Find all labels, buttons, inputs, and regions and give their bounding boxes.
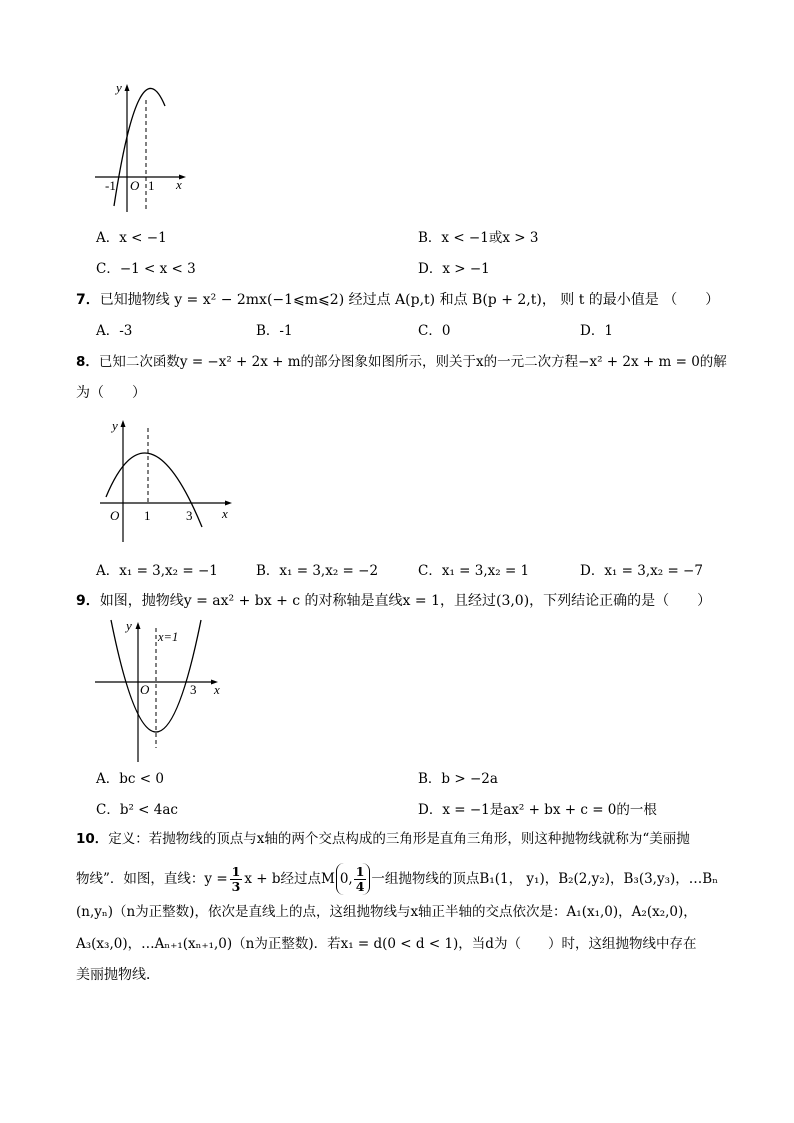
figure-q9-parabola: [90, 614, 230, 764]
fig1-y-label: y: [116, 80, 122, 95]
fig2-y-label: y: [112, 418, 118, 433]
figure-q6-parabola: [90, 78, 200, 218]
q9-number: 9．: [76, 593, 100, 609]
fig1-neg1-label: -1: [105, 178, 116, 193]
q7-stem: [76, 290, 719, 310]
q9-option-b: B．b > −2a: [418, 771, 498, 787]
q8-text-line1: 已知二次函数y = −x² + 2x + m的部分图象如图所示，则关于x的一元二次方程−x² + 2x + m = 0的解: [98, 354, 727, 370]
q7-option-c: C．0: [418, 323, 451, 339]
q9-option-c: C．b² < 4ac: [96, 802, 178, 818]
q10-text-line2c: 一组抛物线的顶点B₁(1， y₁)，B₂(2,y₂)，B₃(3,y₃)，…Bₙ: [371, 871, 719, 887]
q7-option-d: D．1: [580, 323, 613, 339]
q10-point-m-zero: 0,: [339, 871, 353, 887]
q6-option-b: B．x < −1或x > 3: [418, 230, 539, 246]
q8-stem-line1: [76, 352, 727, 372]
q10-frac1-denominator: 3: [231, 878, 241, 894]
fig3-three-label: 3: [190, 682, 197, 697]
q7-text: 已知抛物线 y = x² − 2mx(−1⩽m⩽2) 经过点 A(p,t) 和点 B(p + 2,t)， 则 t 的最小值是 （ ）: [99, 292, 720, 308]
q10-stem-line3: (n,yₙ)（n为正整数)，依次是直线上的点，这组抛物线与x轴正半轴的交点依次是：A₁(x₁,0)，A₂(x₂,0)，: [76, 904, 697, 920]
q8-option-d: D．x₁ = 3,x₂ = −7: [580, 563, 703, 579]
q6-option-d: D．x > −1: [418, 261, 490, 277]
q8-option-a: A．x₁ = 3,x₂ = −1: [96, 563, 218, 579]
q10-stem-line5: 美丽抛物线．: [76, 967, 160, 983]
q9-stem: [76, 591, 711, 611]
q7-option-a: A．-3: [96, 323, 133, 339]
q10-frac2-denominator: 4: [355, 878, 365, 894]
q7-option-b: B．-1: [256, 323, 293, 339]
q10-fraction-one-third: [230, 865, 243, 894]
q8-stem-line2: 为（ ）: [76, 385, 146, 401]
fig1-origin-label: O: [130, 178, 140, 193]
q10-stem-line2: [76, 861, 718, 897]
q8-number: 8．: [76, 354, 99, 370]
fig3-x-label: x: [214, 682, 220, 697]
fig1-one-label: 1: [148, 178, 155, 193]
q10-number: 10．: [76, 831, 109, 847]
fig3-axis-label: x=1: [158, 630, 179, 644]
q6-option-c: C．−1 < x < 3: [96, 261, 196, 277]
fig2-x-label: x: [222, 506, 228, 521]
q10-text-line2b: x + b经过点M: [244, 871, 335, 887]
q10-frac2-numerator: 1: [355, 863, 365, 879]
q9-option-d: D．x = −1是ax² + bx + c = 0的一根: [418, 802, 657, 818]
q9-text: 如图，抛物线y = ax² + bx + c 的对称轴是直线x = 1，且经过(3,0)，下列结论正确的是（ ）: [99, 593, 712, 609]
q6-option-a: A．x < −1: [96, 230, 167, 246]
fig2-one-label: 1: [144, 508, 151, 523]
q10-stem-line4: A₃(x₃,0)，…Aₙ₊₁(xₙ₊₁,0)（n为正整数)．若x₁ = d(0 < d < 1)，当d为（ ）时，这组抛物线中存在: [76, 936, 697, 952]
fig2-origin-label: O: [110, 508, 120, 523]
q7-number: 7．: [76, 292, 100, 308]
q8-option-c: C．x₁ = 3,x₂ = 1: [418, 563, 530, 579]
q10-frac1-numerator: 1: [231, 863, 241, 879]
fig3-origin-label: O: [140, 682, 150, 697]
q10-text-line2a: 物线”．如图，直线：y =: [76, 871, 228, 887]
fig2-three-label: 3: [186, 508, 193, 523]
q10-stem-line1: [76, 829, 690, 849]
fig3-y-label: y: [126, 618, 132, 633]
fig1-x-label: x: [176, 177, 182, 192]
q8-option-b: B．x₁ = 3,x₂ = −2: [256, 563, 379, 579]
q9-option-a: A．bc < 0: [96, 771, 164, 787]
q10-point-m-paren: [336, 863, 371, 895]
figure-q8-parabola: [92, 412, 242, 552]
q10-fraction-one-fourth: [354, 865, 367, 894]
q10-text-line1: 定义：若抛物线的顶点与x轴的两个交点构成的三角形是直角三角形，则这种抛物线就称为“美丽抛: [108, 831, 690, 847]
